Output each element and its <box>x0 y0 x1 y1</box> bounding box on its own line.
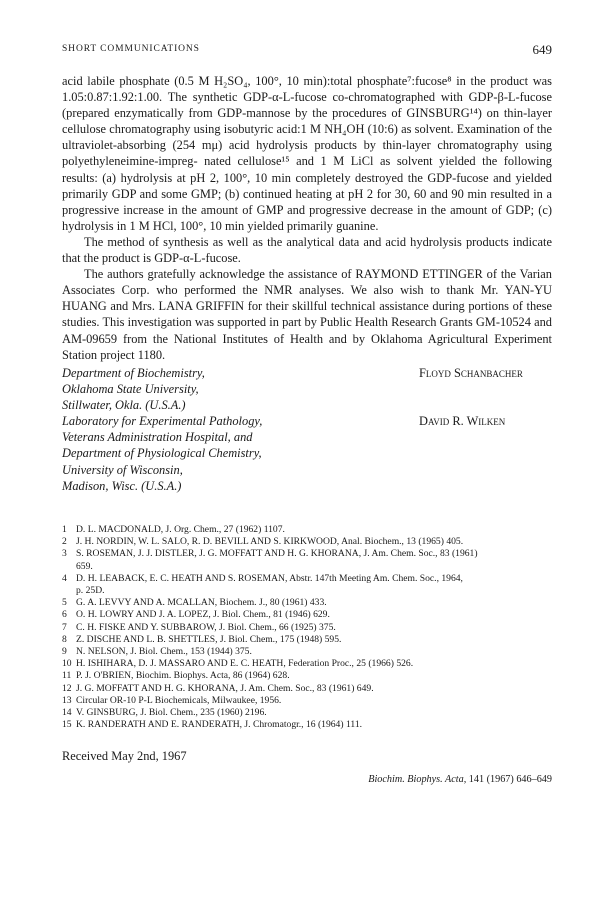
paragraph-results: acid labile phosphate (0.5 M H₂SO₄, 100°, 10 min):total phosphate⁷:fucose⁸ in the product was 1.05:0.87:1.92:1.00. The synthetic GDP-α-L-fucose co-chromatographed with GDP-β-L-fucose (prepared enzymatically from GDP-mannose by the procedures of GINSBURG¹⁴) on thin-layer cellulose chromatography using isobutyric acid:1 M NH₄OH (10:6) as solvent. Examination of the ultraviolet-absorbing (254 mμ) acid hydrolysis products by thin-layer chromatography using polyethyleneimine-impreg- nated cellulose¹⁵ and 1 M LiCl as solvent yielded the following results: (a) hydrolysis at pH 2, 100°, 10 min completely destroyed the GDP-fucose and yielded primarily GDP and some GMP; (b) continued heating at pH 2 for 30, 60 and 90 min resulted in a progressive increase in the amount of GMP and progressive decrease in the amount of GDP; (c) hydrolysis in 1 M HCl, 100°, 10 min yielded primarily guanine. <box>62 74 553 233</box>
reference-item: 8 Z. DISCHE AND L. B. SHETTLES, J. Biol. Chem., 175 (1948) 595. <box>62 633 342 645</box>
affiliations-block <box>62 365 552 494</box>
page-header <box>62 44 552 60</box>
affiliation-line: Oklahoma State University, <box>62 382 199 397</box>
affiliation-row <box>62 429 552 445</box>
reference-item: 4 D. H. LEABACK, E. C. HEATH AND S. ROSEMAN, Abstr. 147th Meeting Am. Chem. Soc., 1964, p. 25D. <box>62 572 463 597</box>
affiliation-row <box>62 445 552 461</box>
reference-item: 1 D. L. MACDONALD, J. Org. Chem., 27 (1962) 1107. <box>62 524 285 535</box>
journal-volume: 141 (1967) 646–649 <box>468 774 552 785</box>
affiliation-line: Department of Physiological Chemistry, <box>62 446 262 461</box>
received-date: Received May 2nd, 1967 <box>62 749 187 763</box>
affiliation-row <box>62 462 552 478</box>
body-text <box>62 73 552 363</box>
paragraph-conclusion: The method of synthesis as well as the analytical data and acid hydrolysis products indicate that the product is GDP-α-L-fucose. <box>62 234 552 266</box>
affiliation-line: Department of Biochemistry, <box>62 366 205 380</box>
paragraph-acknowledgements: The authors gratefully acknowledge the assistance of RAYMOND ETTINGER of the Varian Associates Corp. who performed the NMR analyses. We also wish to thank Mr. YAN-YU HUANG and Mrs. LANA GRIFFIN for their skillful technical assistance during portions of these studies. This investigation was supported in part by Public Health Research Grants GM-10524 and AM-09659 from the National Institutes of Health and by Oklahoma Agricultural Experiment Station project 1180. <box>62 267 553 362</box>
reference-item: 9 N. NELSON, J. Biol. Chem., 153 (1944) 375. <box>62 646 252 658</box>
reference-item: 14 V. GINSBURG, J. Biol. Chem., 235 (1960) 2196. <box>62 707 267 719</box>
affiliation-row <box>62 381 552 397</box>
affiliation-line: Veterans Administration Hospital, and <box>62 430 253 445</box>
affiliation-row <box>62 365 552 381</box>
reference-item: 13 Circular OR-10 P-L Biochemicals, Milwaukee, 1956. <box>62 694 282 706</box>
author-name: David R. Wilken <box>419 414 506 429</box>
reference-item: 12 J. G. MOFFATT AND H. G. KHORANA, J. Am. Chem. Soc., 83 (1961) 649. <box>62 682 374 694</box>
reference-item: 7 C. H. FISKE AND Y. SUBBAROW, J. Biol. Chem., 66 (1925) 375. <box>62 621 336 633</box>
journal-name: Biochim. Biophys. Acta, <box>368 774 467 785</box>
affiliation-line: Laboratory for Experimental Pathology, <box>62 414 263 429</box>
affiliation-line: Stillwater, Okla. (U.S.A.) <box>62 398 186 413</box>
reference-item: 5 G. A. LEVVY AND A. MCALLAN, Biochem. J., 80 (1961) 433. <box>62 597 327 609</box>
reference-item: 3 S. ROSEMAN, J. J. DISTLER, J. G. MOFFATT AND H. G. KHORANA, J. Am. Chem. Soc., 83 (1961) 659. <box>62 548 478 572</box>
author-name: Floyd Schanbacher <box>419 366 523 380</box>
reference-item: 10 H. ISHIHARA, D. J. MASSARO AND E. C. HEATH, Federation Proc., 25 (1966) 526. <box>62 658 414 670</box>
affiliation-row <box>62 478 552 494</box>
reference-item: 6 O. H. LOWRY AND J. A. LOPEZ, J. Biol. Chem., 81 (1946) 629. <box>62 609 330 621</box>
reference-item: 2 J. H. NORDIN, W. L. SALO, R. D. BEVILL AND S. KIRKWOOD, Anal. Biochem., 13 (1965) 405. <box>62 536 464 548</box>
affiliation-row <box>62 413 552 429</box>
references-list <box>62 524 552 731</box>
journal-citation <box>368 774 552 785</box>
page-number: 649 <box>532 42 552 57</box>
affiliation-row <box>62 397 552 413</box>
affiliation-line: Madison, Wisc. (U.S.A.) <box>62 478 182 493</box>
reference-item: 15 K. RANDERATH AND E. RANDERATH, J. Chromatogr., 16 (1964) 111. <box>62 719 363 731</box>
affiliation-line: University of Wisconsin, <box>62 462 183 477</box>
reference-item: 11 P. J. O'BRIEN, Biochim. Biophys. Acta, 86 (1964) 628. <box>62 670 290 682</box>
running-head: SHORT COMMUNICATIONS <box>62 44 200 54</box>
